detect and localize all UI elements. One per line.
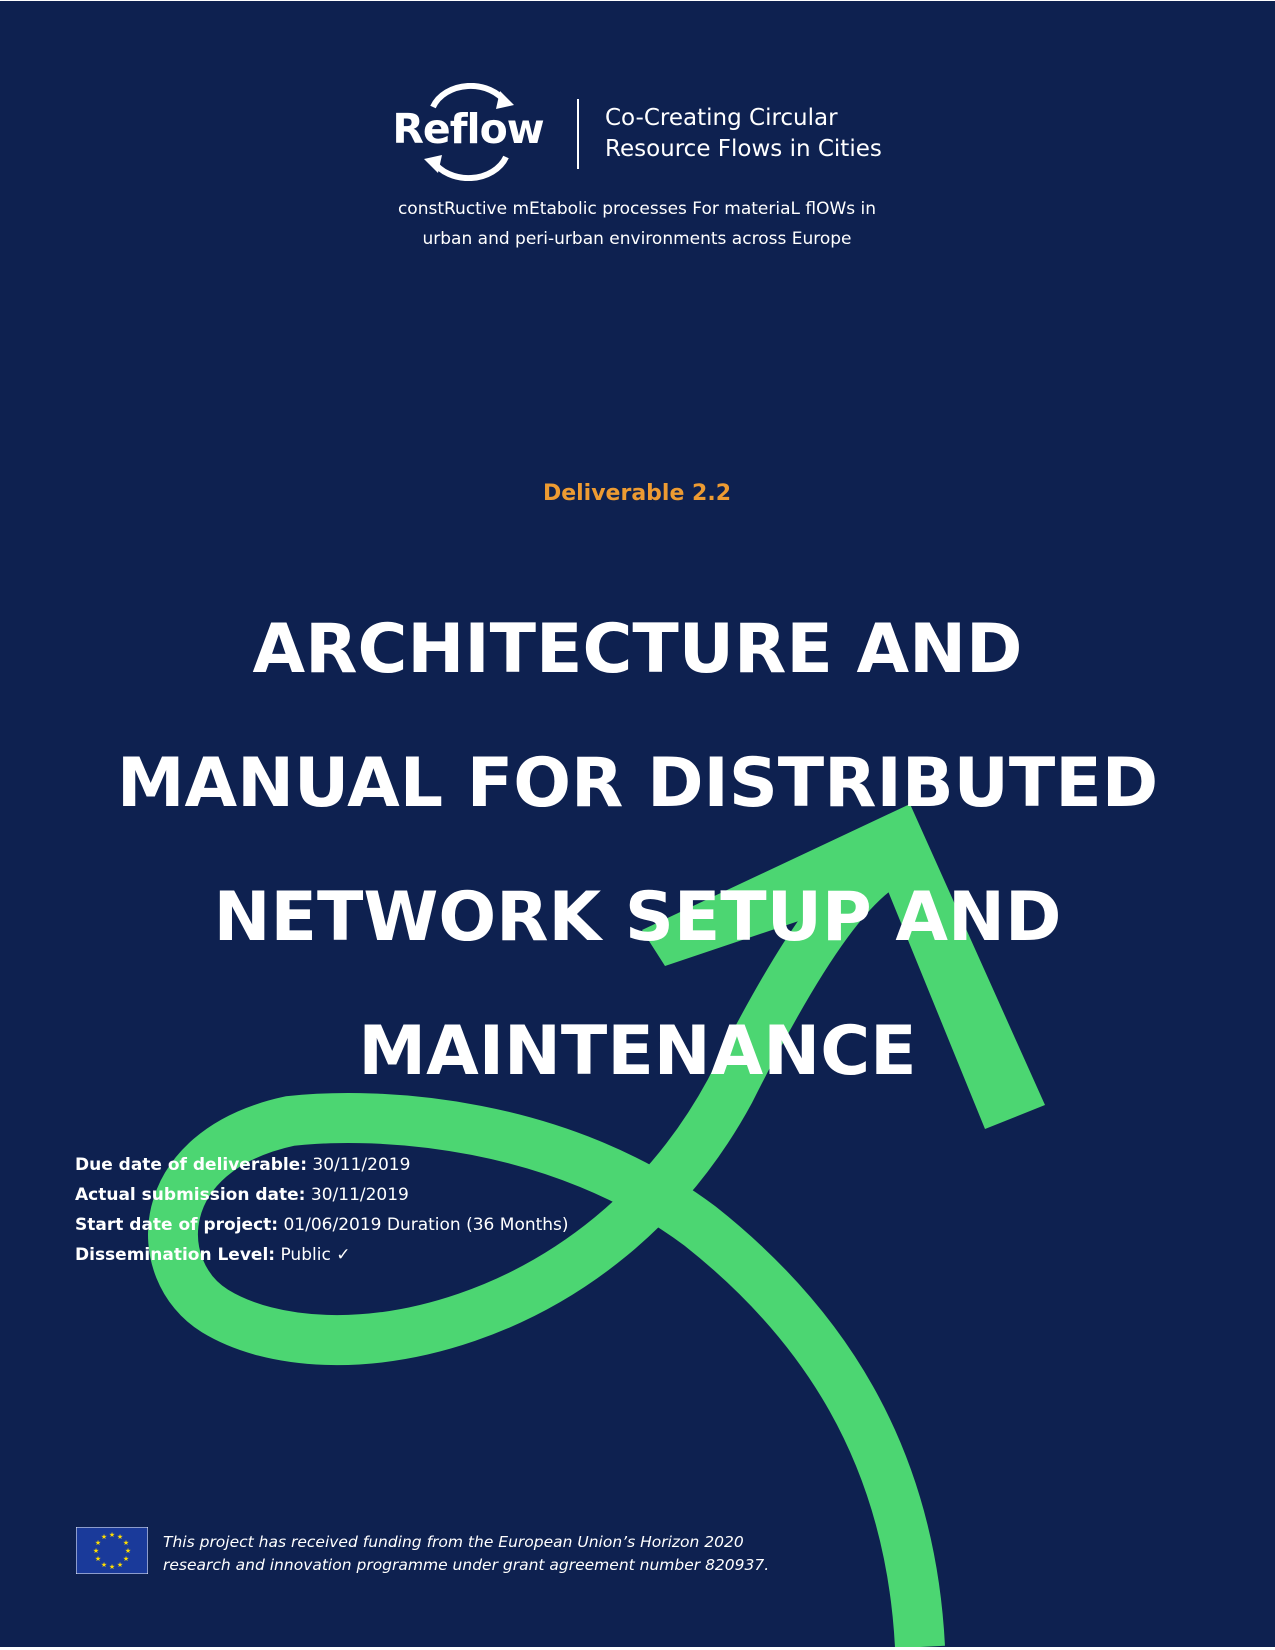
funding-line-2: research and innovation programme under grant agreement number 820937. <box>163 1556 770 1574</box>
detail-label: Dissemination Level: <box>75 1245 276 1265</box>
project-subtitle <box>337 194 937 254</box>
svg-text:★: ★ <box>108 1531 116 1539</box>
title-line: MANUAL FOR DISTRIBUTED <box>116 744 1159 823</box>
cover-page <box>0 1 1275 1647</box>
svg-text:★: ★ <box>94 1555 102 1563</box>
logo-wordmark: Reflow <box>392 105 544 153</box>
detail-value: 30/11/2019 <box>312 1155 411 1175</box>
subtitle-line-2: urban and peri-urban environments across Europe <box>422 229 852 249</box>
title-line: NETWORK SETUP AND <box>213 878 1062 957</box>
brand-tagline <box>605 103 882 165</box>
svg-text:★: ★ <box>108 1563 116 1571</box>
eu-flag-icon <box>76 1527 148 1574</box>
reflow-logo <box>388 83 548 181</box>
funding-statement <box>163 1531 769 1577</box>
start-date-row <box>75 1210 569 1240</box>
tagline-line-2: Resource Flows in Cities <box>605 136 882 162</box>
tagline-line-1: Co-Creating Circular <box>605 105 838 131</box>
document-title <box>40 583 1235 1119</box>
svg-text:★: ★ <box>116 1561 124 1569</box>
title-line: MAINTENANCE <box>358 1012 917 1091</box>
detail-value: 30/11/2019 <box>310 1185 409 1205</box>
svg-text:★: ★ <box>122 1539 130 1547</box>
deliverable-label: Deliverable 2.2 <box>542 481 732 506</box>
submission-date-row <box>75 1180 569 1210</box>
svg-text:★: ★ <box>92 1547 100 1555</box>
detail-value: Public ✓ <box>280 1245 351 1265</box>
svg-text:★: ★ <box>100 1561 108 1569</box>
deliverable-details <box>75 1150 569 1270</box>
logo-divider <box>577 99 579 169</box>
dissemination-level-row <box>75 1240 569 1270</box>
detail-label: Due date of deliverable: <box>75 1155 308 1175</box>
detail-label: Actual submission date: <box>75 1185 306 1205</box>
detail-value: 01/06/2019 Duration (36 Months) <box>283 1215 569 1235</box>
title-line: ARCHITECTURE AND <box>252 610 1023 689</box>
subtitle-line-1: constRuctive mEtabolic processes For materiaL flOWs in <box>397 199 877 219</box>
due-date-row <box>75 1150 569 1180</box>
detail-label: Start date of project: <box>75 1215 279 1235</box>
svg-text:★: ★ <box>116 1533 124 1541</box>
svg-text:★: ★ <box>124 1547 132 1555</box>
svg-text:★: ★ <box>122 1555 130 1563</box>
svg-text:★: ★ <box>94 1539 102 1547</box>
funding-line-1: This project has received funding from the European Union’s Horizon 2020 <box>163 1533 744 1551</box>
svg-text:★: ★ <box>100 1533 108 1541</box>
